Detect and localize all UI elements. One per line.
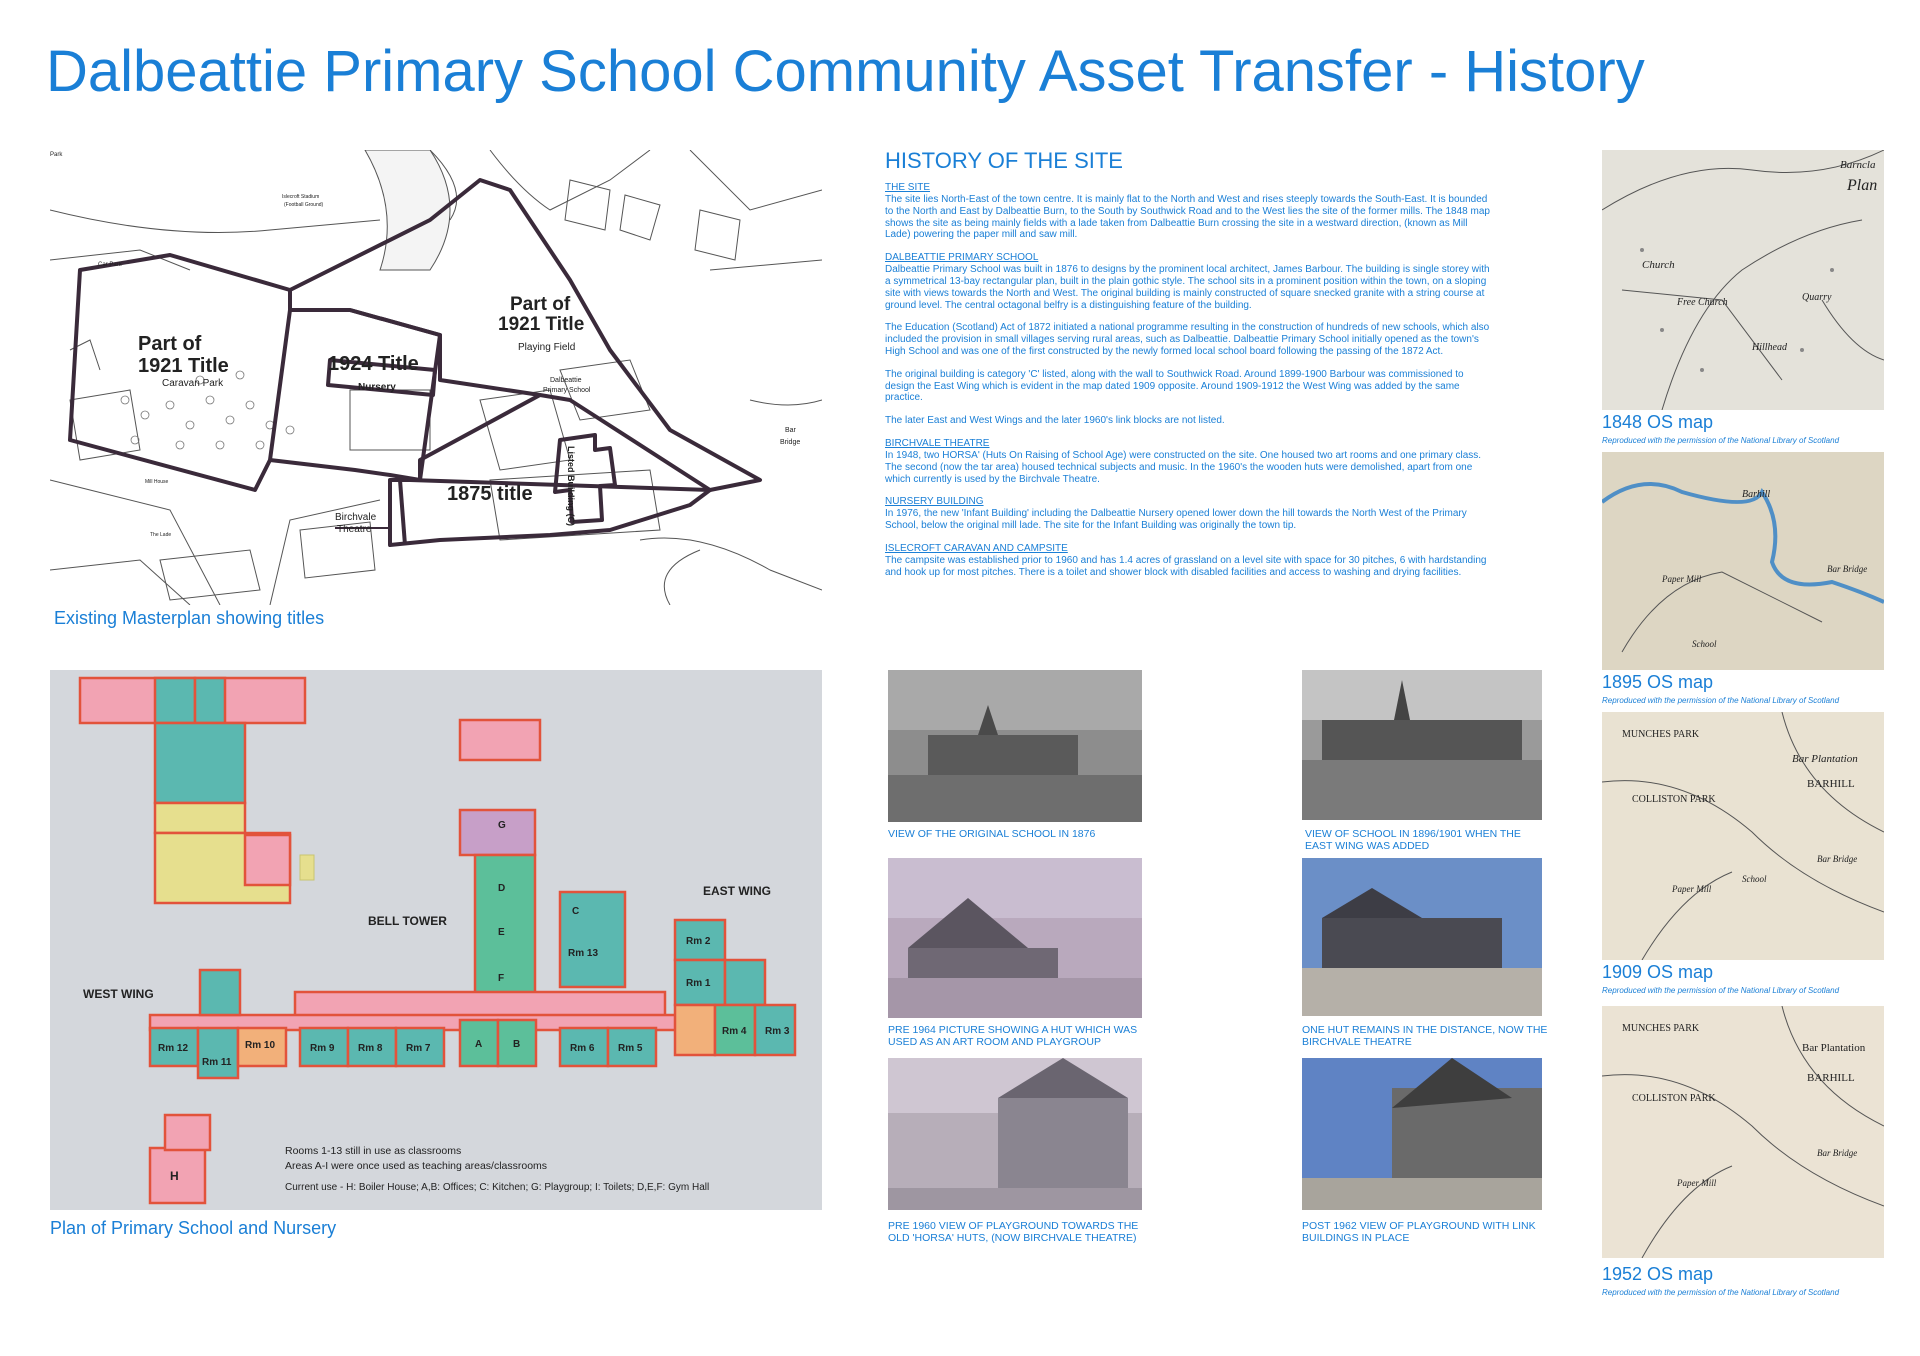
section-text-site: The site lies North-East of the town centre. It is mainly flat to the North and West and rises steeply towards the South-East. It is bounded to the North and East by Dalbeattie Burn, to the South by Southwick Road and to the West lies the site of the former mills. The 1848 map shows the site as being mainly fields with a lade taken from Dalbeattie Burn crossing the site in a westward direction, (known as Mill Lade) powering the paper mill and saw mill. — [885, 194, 1490, 241]
os1909-label-munches-park: MUNCHES PARK — [1622, 729, 1700, 740]
os1909-label-colliston-park: COLLISTON PARK — [1632, 794, 1716, 805]
label-part1921-left-a: Part of — [138, 333, 202, 355]
label-birchvale: Birchvale — [335, 512, 377, 523]
photo-hut-pre1964 — [888, 858, 1142, 1018]
os1952-label-colliston-park: COLLISTON PARK — [1632, 1093, 1716, 1104]
label-theatre: Theatre — [337, 524, 372, 535]
section-head-nursery: NURSERY BUILDING — [885, 496, 984, 508]
label-primary-school: Primary School — [543, 387, 591, 394]
section-head-birchvale: BIRCHVALE THEATRE — [885, 437, 990, 449]
photo-caption-5: PRE 1960 VIEW OF PLAYGROUND TOWARDS THE OLD 'HORSA' HUTS, (NOW BIRCHVALE THEATRE) — [888, 1220, 1139, 1244]
label-rm2: Rm 2 — [686, 936, 711, 947]
label-caravan-park: Caravan Park — [162, 378, 224, 389]
floorplan-note-3: Current use - H: Boiler House; A,B: Offices; C: Kitchen; G: Playgroup; I: Toilets; D,E,F: Gym Hall — [285, 1182, 710, 1193]
os1909-label-barhill: BARHILL — [1807, 778, 1855, 790]
photo-caption-4: ONE HUT REMAINS IN THE DISTANCE, NOW THE BIRCHVALE THEATRE — [1302, 1024, 1548, 1048]
os-map-1848-caption: 1848 OS map — [1602, 412, 1714, 432]
label-rm1: Rm 1 — [686, 978, 711, 989]
os-map-1952 — [1602, 1006, 1884, 1258]
os1848-label-hillhead: Hillhead — [1752, 342, 1787, 353]
os1848-label-quarry: Quarry — [1802, 292, 1832, 303]
label-rm3: Rm 3 — [765, 1026, 790, 1037]
os-map-1952-permission: Reproduced with the permission of the National Library of Scotland — [1602, 1288, 1840, 1297]
os1895-label-school: School — [1692, 639, 1717, 649]
label-bar: Bar — [785, 427, 796, 434]
os-map-1895-caption: 1895 OS map — [1602, 672, 1714, 692]
os1909-label-school: School — [1742, 874, 1767, 884]
os-map-1909 — [1602, 712, 1884, 960]
section-text-nursery: In 1976, the new 'Infant Building' including the Dalbeattie Nursery opened lower down the hill towards the North West of the Primary School, below the original mill lade. The site for the Infant Building was originally the town tip. — [885, 508, 1467, 532]
label-f: F — [498, 973, 505, 984]
os1952-label-bar-bridge: Bar Bridge — [1817, 1148, 1858, 1158]
label-b: B — [513, 1039, 521, 1050]
label-bridge: Bridge — [780, 439, 801, 446]
os-map-1895-permission: Reproduced with the permission of the National Library of Scotland — [1602, 696, 1840, 705]
os-map-1909-caption: 1909 OS map — [1602, 962, 1714, 982]
photo-caption-1: VIEW OF THE ORIGINAL SCHOOL IN 1876 — [888, 828, 1096, 840]
os1952-label-munches-park: MUNCHES PARK — [1622, 1023, 1700, 1034]
photo-school-1896 — [1302, 670, 1542, 820]
photo-original-school-1876 — [888, 670, 1142, 822]
os1909-label-paper-mill: Paper Mill — [1672, 884, 1712, 894]
label-part1921-right-b: 1921 Title — [498, 314, 585, 335]
section-text-school-1: Dalbeattie Primary School was built in 1876 to designs by the prominent local architect, James Barbour. The building is single storey with a symmetrical 13-bay rectangular plan, built in the plain gothic style. The school sits in a prominent position within the town, on a sloping site with views towards the North and West. The original building is mainly constructed of square snecked granite with a string course at ground level. The central octagonal belfry is a distinguishing feature of the building. — [885, 264, 1490, 311]
os1848-label-barncla: Barncla — [1840, 159, 1876, 171]
section-text-school-4: The later East and West Wings and the later 1960's link blocks are not listed. — [885, 415, 1225, 427]
label-title-1875: 1875 title — [447, 483, 533, 505]
floorplan-note-2: Areas A-I were once used as teaching areas/classrooms — [285, 1160, 548, 1172]
masterplan-map — [50, 150, 822, 605]
label-part1921-right-a: Part of — [510, 294, 571, 315]
section-text-school-3: The original building is category 'C' listed, along with the wall to Southwick Road. Around 1899-1900 Barbour was commissioned to design the East Wing which is evident in the map dated 1909 opposite. Around 1909-1912 the West Wing was added by the same practice. — [885, 368, 1464, 404]
masterplan-caption: Existing Masterplan showing titles — [54, 608, 325, 628]
label-h: H — [170, 1169, 179, 1183]
label-the-lade: The Lade — [150, 532, 172, 538]
label-title-1924: 1924 Title — [328, 353, 419, 375]
os1895-label-barhill: Barhill — [1742, 489, 1771, 500]
label-west-wing: WEST WING — [83, 987, 154, 1001]
history-heading: HISTORY OF THE SITE — [885, 148, 1123, 173]
os1848-label-plan: Plan — [1847, 177, 1878, 194]
os1952-label-bar-plantation: Bar Plantation — [1802, 1042, 1866, 1054]
label-rm11: Rm 11 — [202, 1057, 232, 1068]
label-rm12: Rm 12 — [158, 1043, 189, 1054]
os-map-1848 — [1602, 150, 1884, 410]
label-mill-house: Mill House — [145, 479, 169, 485]
label-rm7: Rm 7 — [406, 1043, 431, 1054]
label-rm4: Rm 4 — [722, 1026, 747, 1037]
label-a: A — [475, 1039, 483, 1050]
label-d: D — [498, 883, 506, 894]
label-stadium: Islecroft Stadium — [282, 194, 320, 200]
section-text-school-2: The Education (Scotland) Act of 1872 initiated a national programme resulting in the construction of hundreds of new schools, which also included the provision in small villages serving rural areas, such as Dalbeattie. Dalbeattie Primary School initially opened as the town's High School and was one of the first constructed by the newly formed local school board following the passing of the 1872 Act. — [885, 322, 1490, 357]
os-map-1909-permission: Reproduced with the permission of the National Library of Scotland — [1602, 986, 1840, 995]
photo-hut-remains — [1302, 858, 1542, 1016]
label-rm6: Rm 6 — [570, 1043, 595, 1054]
label-football: (Football Ground) — [284, 202, 324, 208]
label-g: G — [498, 820, 506, 831]
label-rm9: Rm 9 — [310, 1043, 335, 1054]
os1909-label-bar-bridge: Bar Bridge — [1817, 854, 1858, 864]
os1895-label-bar-bridge: Bar Bridge — [1827, 564, 1868, 574]
photo-caption-2: VIEW OF SCHOOL IN 1896/1901 WHEN THE EAST WING WAS ADDED — [1305, 828, 1521, 852]
history-panel — [885, 148, 1490, 579]
floorplan-note-1: Rooms 1-13 still in use as classrooms — [285, 1145, 462, 1157]
photo-caption-6: POST 1962 VIEW OF PLAYGROUND WITH LINK BUILDINGS IN PLACE — [1302, 1220, 1536, 1244]
page-title: Dalbeattie Primary School Community Asset Transfer - History — [46, 39, 1645, 104]
os-map-1848-permission: Reproduced with the permission of the National Library of Scotland — [1602, 436, 1840, 445]
section-text-caravan: The campsite was established prior to 1960 and has 1.4 acres of grassland on a level site with space for 30 pitches, 6 with hardstanding and hook up for most pitches. There is a toilet and shower block with disabled facilities and access to washing and drying facilities. — [885, 554, 1487, 578]
label-c: C — [572, 906, 580, 917]
section-head-site: THE SITE — [885, 182, 931, 193]
label-playing-field: Playing Field — [518, 342, 576, 353]
section-text-birchvale: In 1948, two HORSA' (Huts On Raising of School Age) were constructed on the site. One housed two art rooms and one primary class. The second (now the tar area) housed technical subjects and music. In the 1960's the wooden huts were demolished, apart from one which currently is used by the Birchvale Theatre. — [885, 449, 1482, 485]
os-map-1952-caption: 1952 OS map — [1602, 1264, 1714, 1284]
section-head-school: DALBEATTIE PRIMARY SCHOOL — [885, 252, 1039, 264]
floor-plan — [50, 670, 822, 1210]
label-rm5: Rm 5 — [618, 1043, 643, 1054]
os-map-1895 — [1602, 452, 1884, 670]
photo-playground-post1962 — [1302, 1058, 1542, 1210]
label-car-park: Car Park — [98, 262, 122, 268]
label-listed-building: Listed Building (C) — [566, 446, 576, 526]
label-e: E — [498, 927, 505, 938]
photo-caption-3: PRE 1964 PICTURE SHOWING A HUT WHICH WAS USED AS AN ART ROOM AND PLAYGROUP — [888, 1024, 1138, 1048]
os1909-label-bar-plantation: Bar Plantation — [1792, 753, 1858, 765]
os1952-label-paper-mill: Paper Mill — [1677, 1178, 1717, 1188]
label-rm8: Rm 8 — [358, 1043, 383, 1054]
os1895-label-paper-mill: Paper Mill — [1662, 574, 1702, 584]
label-part1921-left-b: 1921 Title — [138, 355, 229, 377]
label-park: Park — [50, 152, 63, 158]
section-head-caravan: ISLECROFT CARAVAN AND CAMPSITE — [885, 542, 1068, 554]
label-rm13: Rm 13 — [568, 948, 599, 959]
floorplan-caption: Plan of Primary School and Nursery — [50, 1218, 337, 1238]
os1848-label-church: Church — [1642, 259, 1675, 271]
label-east-wing: EAST WING — [703, 884, 771, 898]
os1848-label-free-church: Free Church — [1677, 297, 1728, 308]
label-nursery: Nursery — [358, 382, 396, 393]
photo-playground-pre1960 — [888, 1058, 1142, 1210]
label-rm10: Rm 10 — [245, 1040, 276, 1051]
label-dalbeattie: Dalbeattie — [550, 377, 582, 384]
label-bell-tower: BELL TOWER — [368, 914, 447, 928]
os1952-label-barhill: BARHILL — [1807, 1072, 1855, 1084]
